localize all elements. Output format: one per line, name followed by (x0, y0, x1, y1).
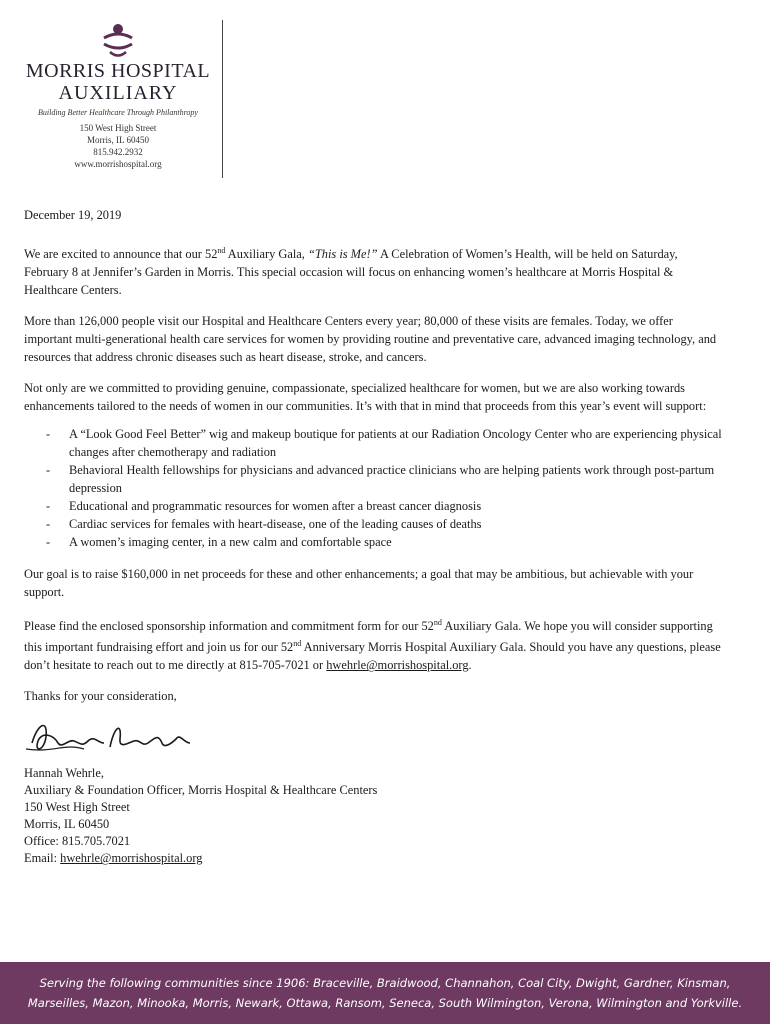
signer-title: Auxiliary & Foundation Officer, Morris Hospital & Healthcare Centers (24, 783, 378, 798)
header-phone: 815.942.2932 (93, 147, 143, 157)
org-name-auxiliary: AUXILIARY (58, 82, 178, 104)
p5-end: . (468, 658, 472, 673)
letter-date: December 19, 2019 (24, 208, 122, 222)
gala-title: “This is Me!” (307, 247, 378, 262)
communities-footer (0, 962, 770, 1024)
proceeds-list (46, 425, 724, 551)
signer-street: 150 West High Street (24, 800, 130, 815)
p1-sup: nd (217, 246, 226, 255)
paragraph-sponsorship (24, 614, 724, 674)
p1-text-c: A Celebration of Women’s Health, will be held on Saturday, February 8 at Jennifer’s Garden in Morris. This special occasion will focus on enhancing women’s healthcare at Morris Hospital & Healthcare Centers. (24, 247, 678, 298)
list-item: - Behavioral Health fellowships for physicians and advanced practice clinicians who are helping patients work through post-partum depression (46, 461, 724, 497)
signer-city: Morris, IL 60450 (24, 817, 110, 832)
list-item: - A women’s imaging center, in a new calm and comfortable space (46, 533, 724, 551)
signer-email-link[interactable]: hwehrle@morrishospital.org (60, 851, 203, 866)
email-label: Email: (24, 851, 61, 866)
paragraph-visits: More than 126,000 people visit our Hospital and Healthcare Centers every year; 80,000 of these visits are females. Today, we offer important multi-generational health care services for women by providing routine and preventative care, advanced imaging technology, and resources that address chronic diseases such as heart disease, stroke, and cancers. (24, 314, 717, 365)
contact-email-link[interactable]: hwehrle@morrishospital.org (326, 658, 469, 673)
signer-office: Office: 815.705.7021 (24, 834, 131, 849)
header-address-street: 150 West High Street (79, 123, 157, 133)
header-website[interactable]: www.morrishospital.org (74, 159, 162, 169)
signature-block (24, 765, 724, 867)
p5-text-b: Auxiliary Gala. We hope you will consider supporting this important fundraising effort and join us for our 52 (24, 619, 713, 655)
closing: Thanks for your consideration, (24, 689, 177, 704)
paragraph-commitment: Not only are we committed to providing genuine, compassionate, specialized healthcare for women, but we are also working towards enhancements tailored to the needs of women in our communities. It’s with that in mind that proceeds from this year’s event will support: (24, 381, 707, 414)
tagline: Building Better Healthcare Through Philanthropy (38, 108, 198, 117)
list-item: - A “Look Good Feel Better” wig and makeup boutique for patients at our Radiation Oncology Center who are experiencing physical changes after chemotherapy and radiation (46, 425, 724, 461)
p5-text-c: Anniversary Morris Hospital Auxiliary Gala. Should you have any questions, please don’t hesitate to reach out to me directly at 815-705-7021 or (24, 640, 721, 673)
signer-name: Hannah Wehrle, (24, 766, 104, 781)
p1-text-b: Auxiliary Gala, (225, 247, 308, 262)
org-name: MORRIS HOSPITAL (25, 60, 211, 82)
header-divider (222, 20, 223, 178)
header-address-city: Morris, IL 60450 (87, 135, 149, 145)
letter-body (24, 206, 724, 867)
list-item: - Educational and programmatic resources for women after a breast cancer diagnosis (46, 497, 724, 515)
p5-text-a: Please find the enclosed sponsorship information and commitment form for our 52 (24, 619, 434, 634)
footer-text: Serving the following communities since 1906: Braceville, Braidwood, Channahon, Coal City, Dwight, Gardner, Kinsman, Marseilles, Mazon, Minooka, Morris, Newark, Ottawa, Ransom, Seneca, South Wilmington, Verona, Wilmington and Yorkville. (27, 976, 743, 1010)
p5-sup1: nd (433, 618, 442, 628)
signer-email-line (24, 850, 724, 867)
paragraph-announcement (24, 242, 724, 299)
letterhead (18, 22, 218, 170)
handwritten-signature-icon (24, 713, 204, 759)
list-item: - Cardiac services for females with heart-disease, one of the leading causes of deaths (46, 515, 724, 533)
p1-text-a: We are excited to announce that our 52 (24, 247, 218, 262)
p5-sup2: nd (293, 639, 302, 649)
paragraph-goal: Our goal is to raise $160,000 in net proceeds for these and other enhancements; a goal that may be ambitious, but achievable with your support. (24, 567, 694, 600)
morris-hospital-logo-icon (98, 22, 138, 60)
